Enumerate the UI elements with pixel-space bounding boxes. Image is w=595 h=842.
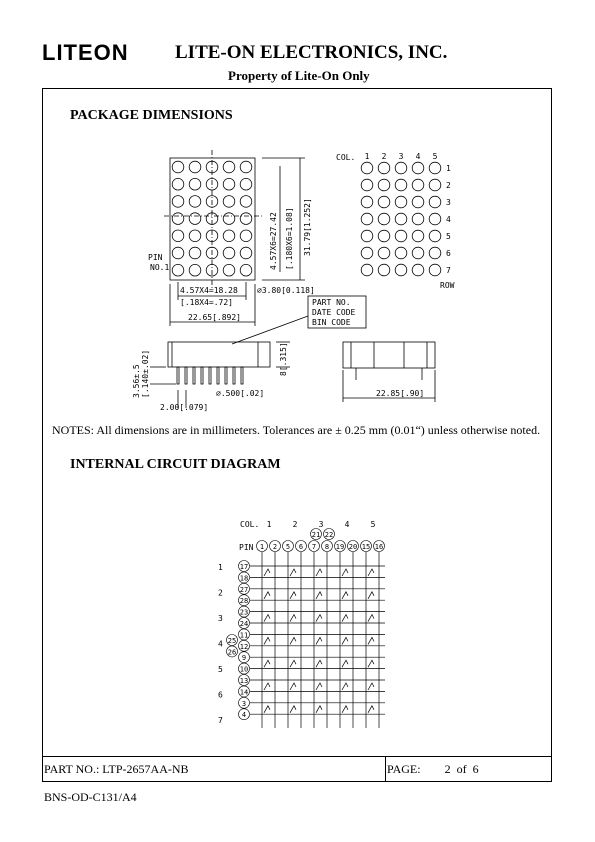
row-pin-number: 18 — [239, 574, 249, 583]
led-diode-symbol — [368, 569, 374, 576]
layout-view — [361, 162, 441, 276]
layout-led-dot — [412, 230, 424, 242]
layout-led-dot — [395, 196, 407, 208]
layout-led-dot — [395, 162, 407, 174]
layout-col-number: 4 — [415, 152, 421, 161]
circuit-col-number: 1 — [266, 520, 272, 529]
marking-part-no: PART NO. — [312, 298, 351, 307]
led-diode-symbol — [264, 592, 270, 599]
led-diode-symbol — [342, 660, 348, 667]
led-diode-symbol — [264, 706, 270, 713]
layout-led-dot — [412, 264, 424, 276]
pitch-x-dim: 4.57X4=18.28 — [180, 286, 238, 295]
col-pin-number: 1 — [259, 543, 265, 551]
front-led-dot — [223, 230, 235, 242]
circuit-pin-label: PIN — [239, 543, 254, 552]
row-pin-number: 11 — [239, 631, 249, 640]
front-led-dot — [172, 264, 184, 276]
layout-led-dot — [378, 179, 390, 191]
row-pin-number: 28 — [239, 597, 249, 606]
led-diode-symbol — [342, 569, 348, 576]
col-pin-number: 15 — [361, 543, 371, 551]
front-led-dot — [189, 230, 201, 242]
side-pin-number: 26 — [227, 648, 237, 657]
led-diode-symbol — [316, 615, 322, 622]
front-led-dot — [189, 178, 201, 190]
col-pin-number: 19 — [335, 543, 345, 551]
layout-led-dot — [412, 213, 424, 225]
layout-row-number: 3 — [446, 198, 451, 207]
dot-dia-dim: ∅3.80[0.118] — [257, 286, 315, 295]
row-pin-number: 10 — [239, 665, 249, 674]
footer-divider — [385, 756, 386, 782]
part-number: PART NO.: LTP-2657AA-NB — [44, 762, 189, 776]
led-diode-symbol — [316, 569, 322, 576]
front-led-dot — [172, 247, 184, 259]
layout-led-dot — [429, 179, 441, 191]
front-led-dot — [240, 264, 252, 276]
circuit-row-number: 5 — [218, 665, 223, 674]
led-diode-symbol — [316, 706, 322, 713]
led-diode-symbol — [316, 660, 322, 667]
layout-row-number: 6 — [446, 249, 451, 258]
front-led-dot — [223, 178, 235, 190]
circuit-col-number: 3 — [318, 520, 324, 529]
side-pin — [209, 367, 211, 384]
layout-led-dot — [361, 162, 373, 174]
side-pin — [193, 367, 195, 384]
extra-pin-22: 22 — [324, 531, 334, 539]
layout-led-dot — [378, 247, 390, 259]
pin-len-in-dim: [.140±.02] — [141, 349, 150, 398]
led-diode-symbol — [264, 569, 270, 576]
layout-led-dot — [412, 162, 424, 174]
row-pin-number: 14 — [239, 688, 249, 697]
col-pin-number: 2 — [272, 543, 278, 551]
col-pin-number: 6 — [298, 543, 304, 551]
led-diode-symbol — [264, 683, 270, 690]
circuit-row-number: 2 — [218, 588, 223, 598]
row-pin-number: 4 — [241, 711, 247, 720]
led-diode-symbol — [342, 592, 348, 599]
front-led-dot — [223, 247, 235, 259]
col-pin-number: 20 — [348, 543, 358, 551]
front-led-dot — [172, 161, 184, 173]
circuit-col-number: 5 — [370, 520, 376, 529]
circuit-row-number: 7 — [218, 716, 223, 725]
pin-pitch-dim: 2.00[.079] — [160, 403, 209, 412]
front-led-dot — [223, 213, 235, 225]
footer-rule — [42, 756, 552, 757]
layout-led-dot — [412, 247, 424, 259]
height-dim: 31.79[1.252] — [303, 198, 312, 256]
side-width-dim: 22.85[.90] — [376, 389, 425, 398]
front-led-dot — [189, 213, 201, 225]
front-led-dot — [240, 161, 252, 173]
layout-row-number: 2 — [446, 181, 451, 190]
circuit-col-label: COL. — [240, 520, 260, 529]
circuit-row-number: 3 — [218, 614, 223, 623]
side-pin — [233, 367, 235, 384]
package-dimensions-title: PACKAGE DIMENSIONS — [70, 108, 233, 123]
layout-led-dot — [429, 247, 441, 259]
circuit-diagram-title: INTERNAL CIRCUIT DIAGRAM — [70, 457, 281, 472]
layout-led-dot — [429, 264, 441, 276]
layout-led-dot — [429, 230, 441, 242]
circuit-col-number: 4 — [344, 520, 350, 529]
layout-led-dot — [361, 247, 373, 259]
led-diode-symbol — [368, 683, 374, 690]
row-pin-number: 13 — [239, 677, 249, 685]
led-diode-symbol — [290, 569, 296, 576]
layout-led-dot — [378, 230, 390, 242]
led-diode-symbol — [368, 592, 374, 599]
circuit-col-number: 2 — [292, 520, 298, 529]
liteon-logo: LITEON — [42, 40, 129, 65]
led-diode-symbol — [290, 683, 296, 690]
side-pin-number: 25 — [227, 637, 237, 645]
side-pin — [201, 367, 203, 384]
layout-row-number: 1 — [446, 164, 451, 173]
layout-led-dot — [429, 162, 441, 174]
side-pin — [177, 367, 179, 384]
led-diode-symbol — [342, 683, 348, 690]
led-diode-symbol — [290, 706, 296, 713]
front-led-dot — [240, 230, 252, 242]
col-pin-number: 8 — [324, 543, 330, 551]
col-pin-number: 16 — [374, 543, 384, 551]
layout-led-dot — [378, 162, 390, 174]
circuit-diagram — [250, 552, 385, 728]
depth-dim: 8[.315] — [279, 342, 288, 376]
led-diode-symbol — [264, 615, 270, 622]
layout-col-number: 5 — [432, 152, 438, 161]
led-diode-symbol — [264, 637, 270, 644]
width-dim: 22.65[.892] — [188, 313, 241, 322]
led-diode-symbol — [316, 683, 322, 690]
layout-led-dot — [395, 264, 407, 276]
front-led-dot — [172, 230, 184, 242]
front-led-dot — [223, 161, 235, 173]
front-led-dot — [223, 196, 235, 208]
side-pin — [185, 367, 187, 384]
layout-led-dot — [429, 196, 441, 208]
pin-dia-dim: ∅.500[.02] — [216, 389, 265, 398]
layout-led-dot — [395, 179, 407, 191]
page-number: PAGE: 2 of 6 — [387, 762, 479, 776]
layout-led-dot — [412, 196, 424, 208]
layout-col-number: 3 — [398, 152, 404, 161]
layout-led-dot — [395, 247, 407, 259]
layout-led-dot — [378, 196, 390, 208]
row-pin-number: 9 — [241, 654, 247, 663]
layout-led-dot — [361, 179, 373, 191]
row-pin-number: 3 — [241, 699, 247, 708]
layout-led-dot — [395, 230, 407, 242]
side-pin — [241, 367, 243, 384]
led-diode-symbol — [368, 637, 374, 644]
notes-text: NOTES: All dimensions are in millimeters. Tolerances are ± 0.25 mm (0.01“) unless otherwise noted. — [52, 423, 541, 437]
layout-led-dot — [361, 196, 373, 208]
marking-date-code: DATE CODE — [312, 308, 356, 317]
layout-row-number: 4 — [446, 215, 451, 224]
layout-led-dot — [378, 213, 390, 225]
layout-led-dot — [429, 213, 441, 225]
marking-bin-code: BIN CODE — [312, 318, 351, 327]
col-pin-number: 7 — [311, 543, 317, 551]
front-led-dot — [172, 196, 184, 208]
led-diode-symbol — [316, 592, 322, 599]
circuit-row-number: 4 — [218, 639, 223, 649]
row-pin-number: 17 — [239, 563, 249, 571]
layout-row-number: 5 — [446, 232, 451, 241]
layout-led-dot — [378, 264, 390, 276]
led-diode-symbol — [264, 660, 270, 667]
pin-no1-label: NO.1 — [150, 263, 170, 272]
led-diode-symbol — [290, 592, 296, 599]
front-led-dot — [189, 196, 201, 208]
extra-pin-21: 21 — [311, 531, 321, 539]
front-led-dot — [223, 264, 235, 276]
row-pin-number: 27 — [239, 585, 249, 594]
front-led-dot — [172, 178, 184, 190]
led-diode-symbol — [368, 615, 374, 622]
pitch-y-dim: 4.57X6=27.42 — [269, 212, 278, 270]
front-led-dot — [240, 196, 252, 208]
layout-row-number: 7 — [446, 266, 451, 275]
led-diode-symbol — [342, 637, 348, 644]
pin-len-dim: 3.56±.5 — [132, 364, 141, 398]
led-diode-symbol — [368, 660, 374, 667]
circuit-row-number: 1 — [218, 563, 223, 572]
led-diode-symbol — [290, 615, 296, 622]
front-led-dot — [189, 247, 201, 259]
doc-code: BNS-OD-C131/A4 — [44, 790, 137, 804]
row-pin-number: 12 — [239, 642, 249, 651]
pitch-x-in-dim: [.18X4=.72] — [180, 298, 233, 307]
row-label: ROW — [440, 281, 455, 290]
led-diode-symbol — [316, 637, 322, 644]
col-pin-number: 5 — [285, 543, 291, 551]
led-diode-symbol — [368, 706, 374, 713]
front-led-dot — [189, 161, 201, 173]
front-led-dot — [240, 247, 252, 259]
pin-label: PIN — [148, 253, 163, 262]
led-diode-symbol — [290, 637, 296, 644]
layout-col-label: COL. — [336, 153, 356, 162]
layout-col-number: 2 — [381, 152, 387, 161]
led-diode-symbol — [342, 706, 348, 713]
pitch-y-in-dim: [.180X6=1.08] — [285, 207, 294, 270]
front-led-dot — [172, 213, 184, 225]
front-led-dot — [189, 264, 201, 276]
side-pin — [217, 367, 219, 384]
company-name: LITE-ON ELECTRONICS, INC. — [175, 42, 448, 63]
row-pin-number: 24 — [239, 620, 249, 628]
front-led-dot — [240, 178, 252, 190]
layout-led-dot — [361, 264, 373, 276]
front-led-dot — [240, 213, 252, 225]
row-pin-number: 23 — [239, 608, 249, 617]
side-view — [150, 342, 290, 408]
layout-led-dot — [412, 179, 424, 191]
circuit-row-number: 6 — [218, 690, 223, 700]
property-note: Property of Lite-On Only — [228, 68, 370, 83]
layout-led-dot — [395, 213, 407, 225]
layout-led-dot — [361, 230, 373, 242]
led-diode-symbol — [342, 615, 348, 622]
led-diode-symbol — [290, 660, 296, 667]
layout-led-dot — [361, 213, 373, 225]
side-pin — [225, 367, 227, 384]
layout-col-number: 1 — [364, 152, 370, 161]
